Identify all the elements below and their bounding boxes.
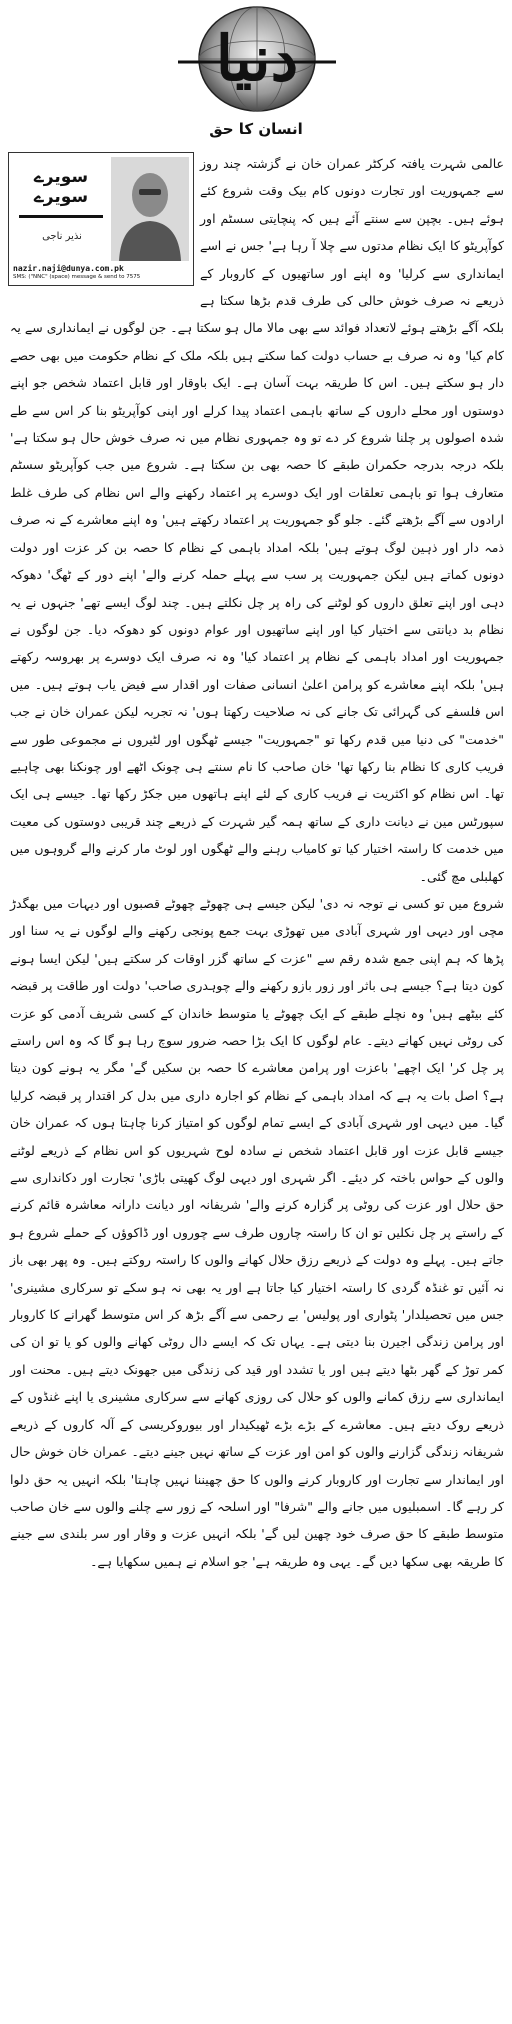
- column-title: انسان کا حق: [209, 120, 303, 138]
- column-brand: سویرے سویرے: [33, 167, 89, 207]
- author-name: نذیر ناجی: [42, 231, 82, 242]
- masthead-logo: [118, 4, 396, 114]
- article-paragraph-1: عالمی شہرت یافتہ کرکٹر عمران خان نے گزشتہ چند روز سے جمہوریت اور تجارت دونوں کام بیک وقت شروع کئے ہوئے ہیں۔ بچپن سے سنتے آئے ہیں کہ پنچایتی سسٹم اور کوآپریٹو کا ایک نظام مدتوں سے چلا آ رہا ہے' جس نے اسے ایمانداری سے کرلیا' وہ اپنے اور ساتھیوں کے کاروبار کے ذریعے نہ صرف خوش حالی کی طرف قدم بڑھا سکتا ہے بلکہ آگے بڑھتے ہوئے لاتعداد فوائد سے بھی مالا مال ہو سکتا ہے۔ جن لوگوں نے ایمانداری سے یہ کام کیا' وہ نہ صرف بے حساب دولت کما سکتے ہیں بلکہ ملک کے نظام حکومت میں بھی حصے دار ہو سکتے ہیں۔ اس کا طریقہ بہت آسان ہے۔ ایک باوقار اور قابل اعتماد شخص جو اپنے دوستوں اور محلے داروں کے ساتھ باہمی اعتماد پیدا کرلے اور اپنی کوآپریٹو بنا کر اس سے طے شدہ اصولوں پر چلنا شروع کر دے تو وہ جمہوری نظام میں نہ صرف خوش حال ہو سکتا ہے' بلکہ درجہ بدرجہ حکمران طبقے کا حصہ بھی بن سکتا ہے۔ شروع میں جب کوآپریٹو سسٹم متعارف ہوا تو باہمی تعلقات اور ایک دوسرے پر اعتماد رکھنے والے اس نظام کی طرف غلط ارادوں سے آگے بڑھتے گئے۔ جلو گو جمہوریت پر اعتماد رکھتے ہیں' وہ اپنے معاشرے کے نہ صرف ذمہ دار اور ذہین لوگ ہوتے ہیں' بلکہ امداد باہمی کے نظام کا حصہ بن کر عزت اور دولت دونوں کماتے ہیں لیکن جمہوریت پر سب سے پہلے حملہ کرنے والے' اپنے دور کے ٹھگ' دھوکہ دہی اور اپنے تعلق داروں کو لوٹنے کی راہ پر چل نکلتے ہیں۔ چند لوگ ایسے تھے' جنہوں نے یہ نظام بد دیانتی سے اختیار کیا اور اپنے ساتھیوں اور عوام دونوں کو دھوکہ دیا۔ جن لوگوں نے جمہوریت اور امداد باہمی کے نظام پر اعتماد کیا' وہ نہ صرف ایک دوسرے پر بھروسہ رکھتے ہیں' بلکہ اپنے معاشرے کو پرامن اعلیٰ انسانی صفات اور اقدار سے فیض یاب ہوتے ہیں۔ میں اس فلسفے کی گہرائی تک جانے کی نہ صلاحیت رکھتا ہوں' نہ تجربہ لیکن عمران خان نے جب "خدمت" کی دنیا میں قدم رکھا تو "جمہوریت" جیسے ٹھگوں اور لٹیروں نے مجموعی طور سے فریب کاری کا نظام بنا رکھا تھا' خان صاحب کا نام سنتے ہی چونک اٹھے اور چونکنا بھی چاہیے تھا۔ اس نظام کو اکثریت نے فریب کاری کے لئے اپنے ہاتھوں میں جکڑ رکھا تھا۔ جیسے ہی ایک سپورٹس مین نے دیانت داری کے ساتھ ہمہ گیر شہرت کے ذریعے چند قریبی دوستوں کی معیت میں خدمت کا راستہ اختیار کیا تو کامیاب رہنے والے ٹھگوں اور لوٹ مار کرنے والے گروہوں میں کھلبلی مچ گئی۔: [10, 156, 504, 884]
- author-email[interactable]: nazir.naji@dunya.com.pk: [13, 264, 124, 273]
- author-box-spacer: [10, 150, 200, 288]
- author-sms-line: SMS: ("NNC" (space) message & send to 7575: [13, 274, 141, 280]
- article-paragraph-2: شروع میں تو کسی نے توجہ نہ دی' لیکن جیسے ہی چھوٹے چھوٹے قصبوں اور دیہات میں بھگدڑ مچی اور دیہی اور شہری آبادی میں تھوڑی بہت جمع پونجی رکھنے والے لوگوں نے یہ سنا اور پڑھا کہ ہم اپنی جمع شدہ رقم سے "عزت کے ساتھ گزر اوقات کر سکتے ہیں' لیکن ایسا ہونے کون دیتا ہے؟ جیسے ہی باثر اور زور بازو رکھنے والے چوہدری صاحب' دولت اور طاقت پر قبضہ کئے بیٹھے ہیں' وہ نچلے طبقے کے ایک چھوٹے یا متوسط خاندان کے کسی شریف آدمی کو عزت کی روٹی نہیں کھانے دیتے۔ عام لوگوں کا ایک بڑا حصہ ضرور سوچ رہا ہو گا کہ وہ اس راستے پر چل کر' ایک اچھے' باعزت اور پرامن معاشرے کا حصہ بن سکیں گے' مگر یہ ہونے کون دیتا ہے؟ اصل بات یہ ہے کہ امداد باہمی کے نظام کو اجارہ داری میں بدل کر اقتدار پر قبضہ کرلیا گیا۔ میں دیہی اور شہری آبادی کے ایسے تمام لوگوں کو امتیاز کرنا چاہتا ہوں کہ عمران خان جیسے قابل عزت اور قابل اعتماد شخص نے سادہ لوح شہریوں کو اس نظام کے ذریعے لوٹنے والوں کے حواس باختہ کر دیئے۔ اگر شہری اور دیہی لوگ کھیتی باڑی' تجارت اور دکانداری سے حق حلال اور عزت کی روٹی پر گزارہ کرنے والے' شریفانہ اور دیانت دارانہ معاشرہ قائم کرنے کے راستے پر چل نکلیں تو ان کا راستہ چاروں طرف سے چوروں اور ڈاکوؤں کے حملے شروع ہو جاتے ہیں۔ پہلے وہ دولت کے ذریعے رزق حلال کھانے والوں کا راستہ روکتے ہیں۔ وہ پھر بھی باز نہ آئیں تو غنڈہ گردی کا راستہ اختیار کیا جاتا ہے اور یہ بھی نہ ہو سکے تو سرکاری مشینری' جس میں تحصیلدار' پٹواری اور پولیس' بے رحمی سے آگے بڑھ کر اس متوسط گھرانے کا کاروبار اور پرامن زندگی اجیرن بنا دیتی ہے۔ یہاں تک کہ ایسے دال روٹی کھانے والوں کو یا تو ان کی کمر توڑ کے گھر بٹھا دیتے ہیں اور یا تشدد اور قید کی زندگی میں جھونک دیتے ہیں۔ محنت اور ایمانداری سے رزق کمانے والوں کو حلال کی روزی کھانے سے سرکاری مشینری یا اپنے غنڈوں کے ذریعے روک دیتے ہیں۔ معاشرے کے بڑے بڑے ٹھیکیدار اور بیوروکریسی کے آلہ کاروں کے ذریعے شریفانہ زندگی گزارنے والوں کو امن اور عزت کے ساتھ نہیں جینے دیتے۔ عمران خان خوش حال اور ایماندار سے تجارت اور کاروبار کرنے والوں کا حق چھیننا نہیں چاہتا' بلکہ انہیں یہ حق دلوا کر رہے گا۔ اسمبلیوں میں جانے والے "شرفا" اور اسلحہ کے زور سے چلنے والوں سے خان صاحب متوسط طبقے کا حق صرف خود چھین لیں گے' بلکہ انہیں عزت و وقار اور سر بلندی سے جینے کا طریقہ بھی سکھا دیں گے۔ یہی وہ طریقہ ہے' جو اسلام نے ہمیں سکھایا ہے۔: [10, 895, 504, 1569]
- masthead-wordmark: دنیا: [215, 22, 299, 95]
- article-body: [10, 150, 504, 1575]
